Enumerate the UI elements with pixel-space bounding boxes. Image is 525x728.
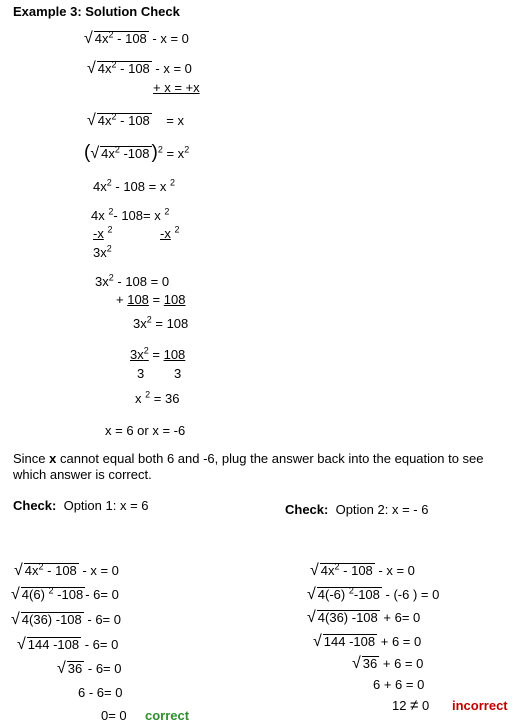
- radical-sign: √: [352, 655, 361, 672]
- check1-line: √ $4x^2 - 108 - x = 0$: [14, 561, 119, 579]
- step-solution: x = 6 or x = -6: [105, 423, 186, 438]
- step-denominator: 3: [137, 366, 145, 381]
- step-equation: √ $4x^2 - 108$ = x: [87, 111, 184, 129]
- not-equal-icon: ≠: [410, 697, 419, 714]
- radical-sign: √: [11, 611, 20, 628]
- check1-line: 6 - 6= 0: [78, 685, 123, 700]
- radical-sign: √: [17, 636, 26, 653]
- step-denominator: 3: [174, 366, 182, 381]
- result-correct-label: correct: [145, 708, 190, 723]
- explanation-text: Since x cannot equal both 6 and -6, plug the answer back into the equation to see which answer is correct.: [13, 451, 484, 482]
- check2-line: √ 36 + 6 = 0: [352, 655, 424, 672]
- step-equation: √ $4x^2 - 108 - x = 0$: [84, 29, 189, 47]
- step-equation: $3x^2 - 108 = 0$: [95, 272, 170, 289]
- radical-sign: √: [57, 660, 66, 677]
- step-equation: x $^2$ = 36: [135, 389, 180, 406]
- step-addition: + 108 = 108: [116, 292, 186, 307]
- result-incorrect-label: incorrect: [452, 698, 508, 713]
- step-equation: (√ $4x^2$ -108 )$^2 = x^2$: [84, 142, 190, 163]
- check2-line: √ 4(-6) $^2$-108 - (-6 ) = 0: [307, 585, 440, 603]
- radical-sign: √: [313, 633, 322, 650]
- step-equation: $3x^2 = 108$: [133, 314, 189, 331]
- check2-line: √ 4(36) -108 + 6= 0: [307, 609, 421, 626]
- check2-line: 6 + 6 = 0: [373, 677, 425, 692]
- radical-sign: √: [90, 145, 100, 162]
- step-subtraction: -x $^2$: [160, 224, 180, 241]
- step-subtraction: -x $^2$: [93, 224, 113, 241]
- radical-sign: √: [87, 112, 96, 129]
- check2-line: √ $4x^2 - 108 - x = 0$: [310, 561, 415, 579]
- step-equation: $4x^2 - 108 = x$ $^2$: [93, 177, 175, 194]
- radical-sign: √: [14, 562, 23, 579]
- step-equation: √ $4x^2 - 108 - x = 0$: [87, 59, 192, 77]
- radical-sign: √: [307, 586, 316, 603]
- radical-sign: √: [307, 609, 316, 626]
- check1-line: 0= 0: [101, 708, 127, 723]
- page-title: Example 3: Solution Check: [13, 4, 180, 19]
- check1-line: √ 144 -108 - 6= 0: [17, 636, 119, 653]
- step-result: $3x^2$: [93, 243, 112, 260]
- check1-line: √ 4(6) $^2$ -108 - 6= 0: [11, 585, 119, 603]
- check1-line: √ 36 - 6= 0: [57, 660, 122, 677]
- step-fraction: $3x^2 = 108$: [130, 345, 186, 362]
- radical-sign: √: [84, 30, 93, 47]
- step-equation: 4x $^2$- 108= x $^2$: [91, 206, 170, 223]
- step-addition: + x = +x: [153, 80, 200, 95]
- check2-line: √ 144 -108 + 6 = 0: [313, 633, 422, 650]
- radical-sign: √: [87, 60, 96, 77]
- radical-sign: √: [310, 562, 319, 579]
- radical-sign: √: [11, 586, 20, 603]
- check2-line: 12 ≠ 0: [392, 697, 430, 714]
- check-heading-option-1: Check: Option 1: x = 6: [13, 498, 149, 513]
- check-heading-option-2: Check: Option 2: x = - 6: [285, 502, 429, 517]
- check1-line: √ 4(36) -108 - 6= 0: [11, 611, 121, 628]
